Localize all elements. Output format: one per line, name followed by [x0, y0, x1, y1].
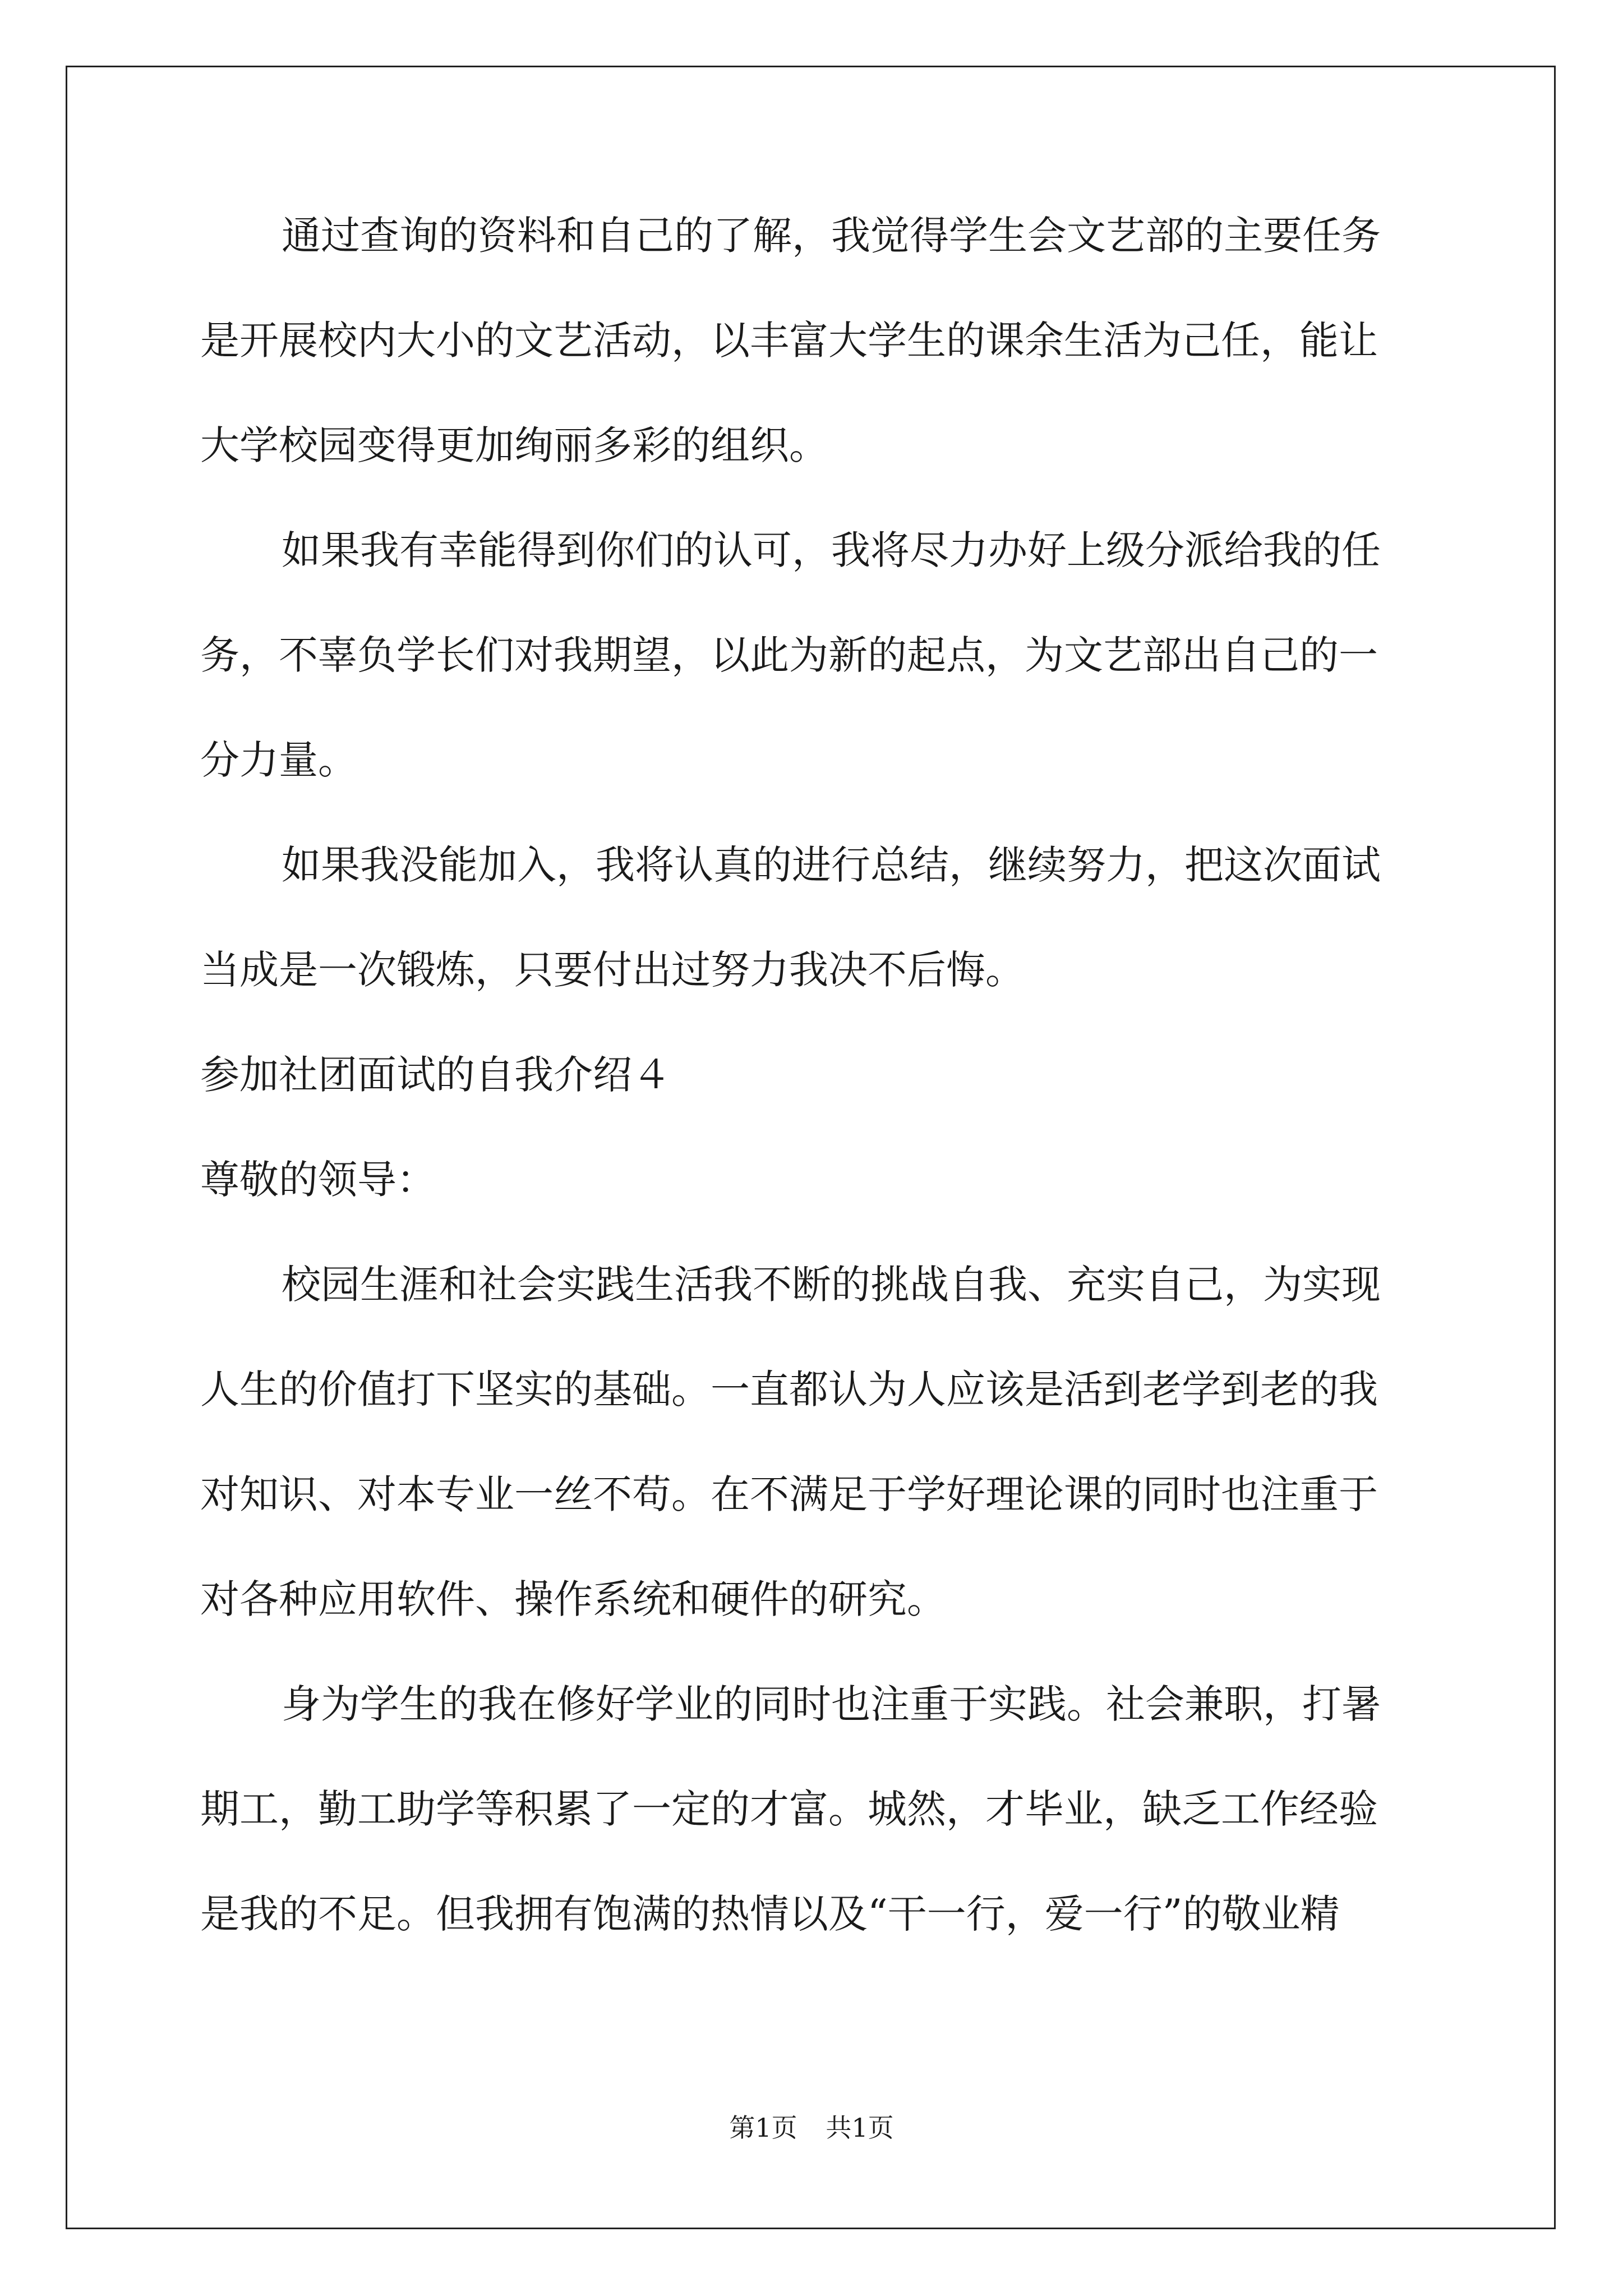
document-body	[200, 213, 1428, 1996]
text-line: 务，不辜负学长们对我期望，以此为新的起点，为文艺部出自己的一	[200, 632, 1378, 678]
text-line: 校园生涯和社会实践生活我不断的挑战自我、充实自己，为实现	[282, 1262, 1381, 1308]
page-total: 共1页	[826, 2113, 894, 2143]
text-line: 对知识、对本专业一丝不苟。在不满足于学好理论课的同时也注重于	[200, 1471, 1378, 1517]
text-line: 是我的不足。但我拥有饱满的热情以及“干一行，爱一行”的敬业精	[200, 1891, 1340, 1937]
text-line: 如果我没能加入，我将认真的进行总结，继续努力，把这次面试	[282, 842, 1381, 888]
text-line: 对各种应用软件、操作系统和硬件的研究。	[200, 1576, 946, 1622]
text-line: 人生的价值打下坚实的基础。一直都认为人应该是活到老学到老的我	[200, 1366, 1378, 1412]
section-title: 参加社团面试的自我介绍４	[200, 1052, 671, 1098]
text-line: 期工，勤工助学等积累了一定的才富。城然，才毕业，缺乏工作经验	[200, 1786, 1378, 1832]
text-line: 大学校园变得更加绚丽多彩的组织。	[200, 422, 828, 468]
text-line: 通过查询的资料和自己的了解，我觉得学生会文艺部的主要任务	[282, 213, 1381, 259]
text-line: 如果我有幸能得到你们的认可，我将尽力办好上级分派给我的任	[282, 527, 1381, 573]
text-line: 当成是一次锻炼，只要付出过努力我决不后悔。	[200, 947, 1025, 993]
page-number: 第1页	[729, 2113, 797, 2143]
text-line: 是开展校内大小的文艺活动，以丰富大学生的课余生活为己任，能让	[200, 318, 1378, 364]
text-line: 身为学生的我在修好学业的同时也注重于实践。社会兼职，打暑	[282, 1681, 1381, 1727]
salutation: 尊敬的领导：	[200, 1157, 436, 1203]
text-line: 分力量。	[200, 737, 357, 783]
page-footer	[0, 2108, 1623, 2145]
